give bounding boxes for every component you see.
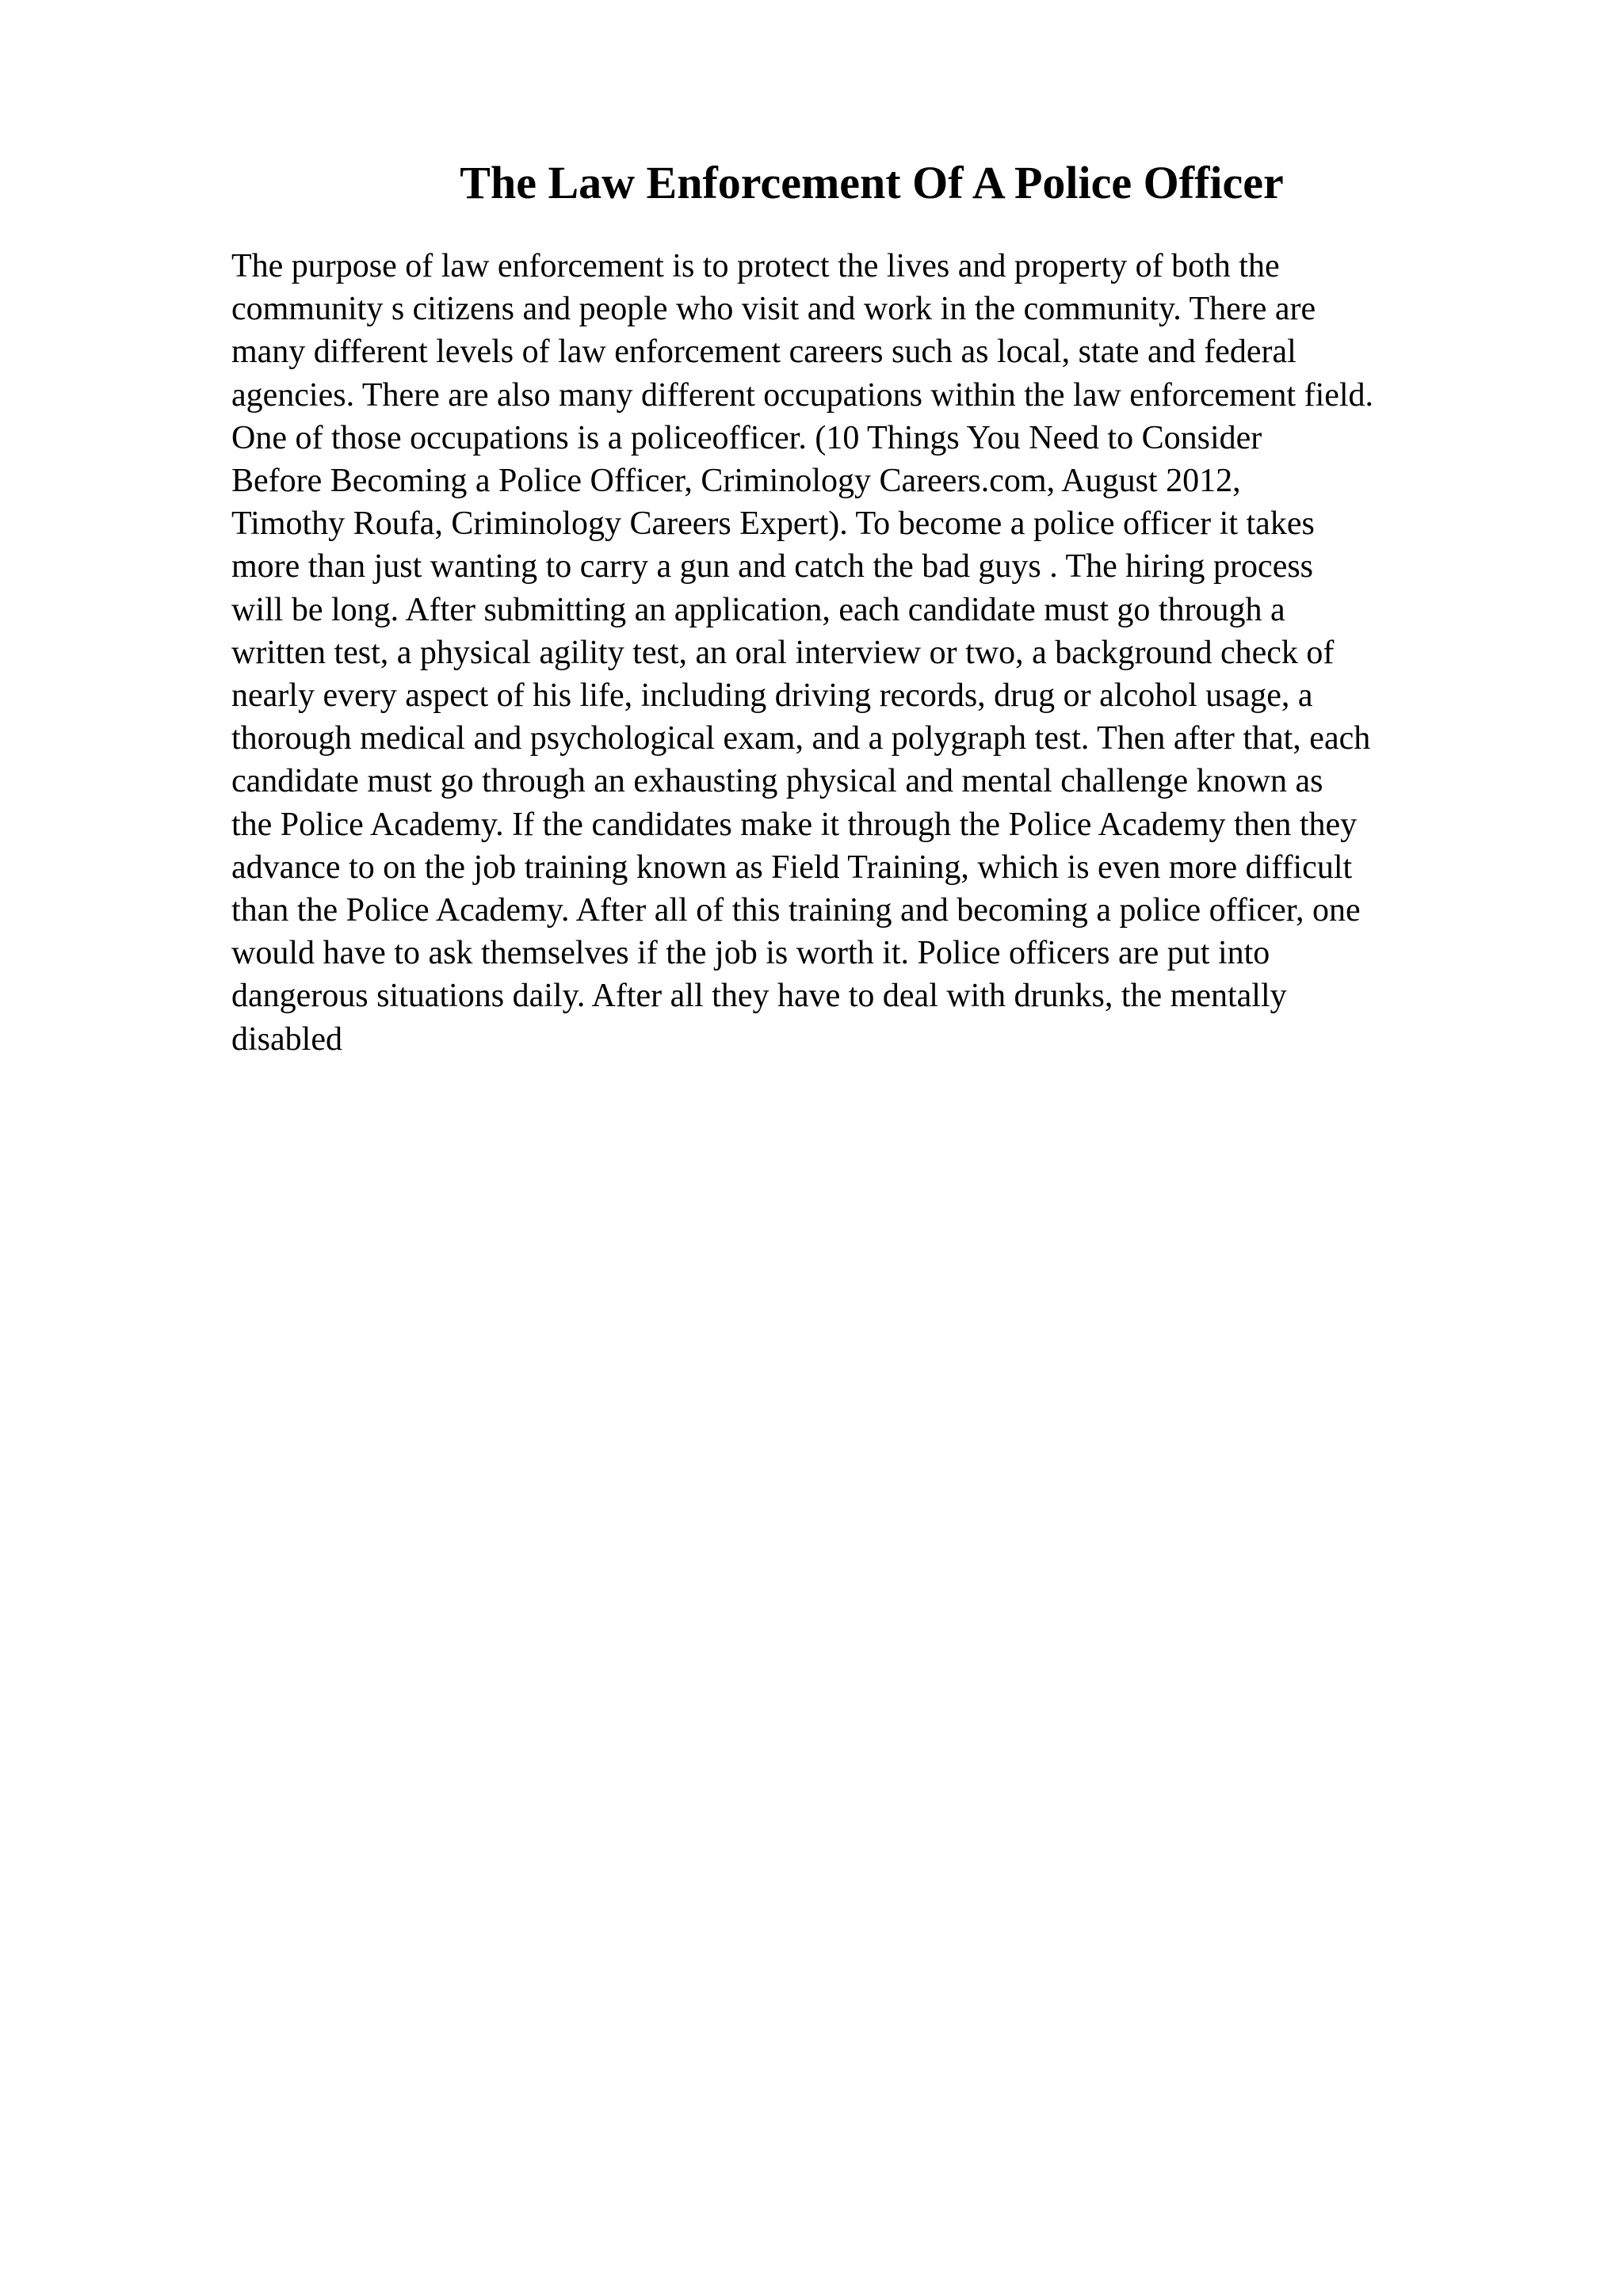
body-line: many different levels of law enforcement careers such as local, state and federal <box>231 334 1296 371</box>
document-title: The Law Enforcement Of A Police Officer <box>460 157 1284 208</box>
body-line: The purpose of law enforcement is to protect the lives and property of both the <box>231 248 1280 284</box>
body-line: the Police Academy. If the candidates make it through the Police Academy then they <box>231 806 1358 843</box>
body-line: advance to on the job training known as Field Training, which is even more difficult <box>231 849 1353 886</box>
body-line: One of those occupations is a policeofficer. (10 Things You Need to Consider <box>231 419 1262 456</box>
body-line: would have to ask themselves if the job is worth it. Police officers are put into <box>231 935 1270 972</box>
body-line: Timothy Roufa, Criminology Careers Expert). To become a police officer it takes <box>231 505 1315 543</box>
body-line: thorough medical and psychological exam, and a polygraph test. Then after that, each <box>231 720 1371 757</box>
body-line: nearly every aspect of his life, including driving records, drug or alcohol usage, a <box>231 677 1313 715</box>
body-line: candidate must go through an exhausting physical and mental challenge known as <box>231 763 1323 800</box>
body-line: written test, a physical agility test, an oral interview or two, a background check of <box>231 634 1335 671</box>
body-line: community s citizens and people who visit and work in the community. There are <box>231 291 1316 328</box>
document-body <box>231 245 1515 1061</box>
body-line: disabled <box>231 1020 342 1058</box>
body-line: agencies. There are also many different occupations within the law enforcement field. <box>231 376 1374 414</box>
body-line: Before Becoming a Police Officer, Criminology Careers.com, August 2012, <box>231 463 1241 500</box>
body-line: dangerous situations daily. After all they have to deal with drunks, the mentally <box>231 978 1287 1015</box>
body-line: than the Police Academy. After all of this training and becoming a police officer, one <box>231 892 1361 929</box>
body-line: more than just wanting to carry a gun and catch the bad guys . The hiring process <box>231 548 1314 585</box>
body-line: will be long. After submitting an application, each candidate must go through a <box>231 591 1285 628</box>
